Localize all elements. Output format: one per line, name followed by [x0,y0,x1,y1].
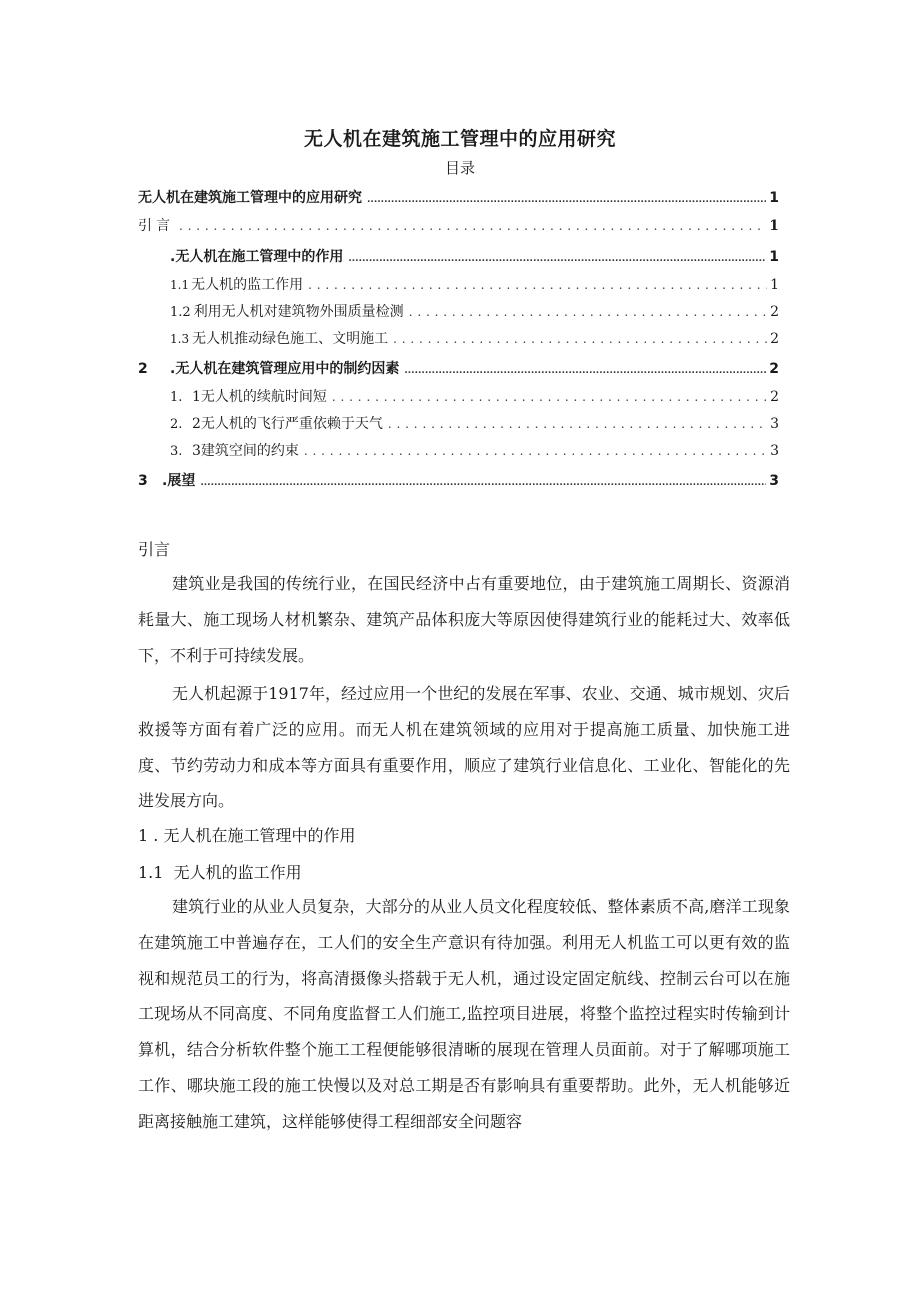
toc-entry-label: 3建筑空间的约束 [192,443,299,459]
toc-entry-page: 2 [769,361,779,377]
toc-entry-number: 1.2 [170,305,191,320]
toc-entry-page: 1 [770,277,779,293]
toc-entry[interactable] [170,328,779,348]
toc-entry[interactable] [138,470,779,490]
toc-entry-label: .无人机在建筑管理应用中的制约因素 [170,361,400,377]
toc-entry-page: 1 [769,249,779,265]
toc-entry-number: 1.3 [170,332,190,346]
toc-entry-page: 3 [769,473,779,489]
toc-entry-page: 2 [770,389,779,405]
toc-entry-label: .无人机在施工管理中的作用 [170,249,344,265]
toc-entry-page: 3 [770,443,779,459]
toc-leader-dots [404,361,766,377]
intro-paragraph-1: 建筑业是我国的传统行业，在国民经济中占有重要地位，由于建筑施工周期长、资源消耗量大、施工现场人材机繁杂、建筑产品体积庞大等原因使得建筑行业的能耗过大、效率低下，不利于可持续发展。 [138,574,790,665]
toc-entry-page: 3 [770,416,779,432]
toc-entry-label: 无人机在建筑施工管理中的应用研究 [138,190,362,206]
toc-entry-number: 1.1 [170,278,190,292]
toc-entry[interactable] [138,358,779,378]
toc-entry-label: 1无人机的续航时间短 [192,389,327,405]
toc-entry-number: 2 [138,361,148,377]
toc-leader-dots [367,190,766,206]
toc-entry[interactable] [170,413,779,433]
toc-entry-page: 2 [770,304,779,320]
toc-entry[interactable] [170,301,779,321]
toc-entry-number: 1. [170,390,183,405]
toc-heading: 目录 [444,159,475,177]
toc-entry-number: 3 [138,473,148,489]
toc-entry-number: 2. [170,417,183,432]
intro-paragraph-2: 无人机起源于1917年，经过应用一个世纪的发展在军事、农业、交通、城市规划、灾后救援等方面有着广泛的应用。而无人机在建筑领域的应用对于提高施工质量、加快施工进度、节约劳动力和成本等方面具有重要作用，顺应了建筑行业信息化、工业化、智能化的先进发展方向。 [138,684,790,811]
toc-entry-label: 无人机推动绿色施工、文明施工 [192,331,389,347]
toc-entry-label: 利用无人机对建筑物外围质量检测 [193,304,404,320]
toc-entry[interactable] [170,440,779,460]
toc-entry[interactable] [170,274,779,294]
intro-heading: 引言 [138,540,171,559]
toc-entry-page: 1 [769,218,779,234]
toc-entry[interactable] [138,187,779,207]
toc-entry-label: 2无人机的飞行严重依赖于天气 [192,416,383,432]
toc-entry-label: 无人机的监工作用 [191,277,304,293]
toc-entry-label: 引言 [138,218,174,234]
toc-entry-page: 1 [769,190,779,206]
toc-entry[interactable] [138,215,779,235]
toc-leader-dots [332,389,767,405]
toc-entry[interactable] [170,246,779,266]
toc-entry-number: 3. [170,444,183,459]
section-1-1-paragraph: 建筑行业的从业人员复杂，大部分的从业人员文化程度较低、整体素质不高,磨洋工现象在建筑施工中普遍存在，工人们的安全生产意识有待加强。利用无人机监工可以更有效的监视和规范员工的行为，将高清摄像头搭载于无人机，通过设定固定航线、控制云台可以在施工现场从不同高度、不同角度监督工人们施工,监控项目进展，将整个监控过程实时传输到计算机，结合分析软件整个施工工程便能够很清晰的展现在管理人员面前。对于了解哪项施工工作、哪块施工段的施工快慢以及对总工期是否有影响具有重要帮助。此外，无人机能够近距离接触施工建筑，这样能够使得工程细部安全问题容 [138,897,790,1131]
section-1-1-heading: 1.1 无人机的监工作用 [138,863,302,882]
toc-leader-dots [304,443,767,459]
toc-leader-dots [179,218,766,234]
toc-entry-label: .展望 [162,473,196,489]
document-title: 无人机在建筑施工管理中的应用研究 [303,128,616,150]
toc-leader-dots [200,473,766,489]
toc-leader-dots [388,416,767,432]
toc-leader-dots [308,277,767,293]
toc-leader-dots [348,249,766,265]
toc-entry[interactable] [170,386,779,406]
section-1-heading: 1 . 无人机在施工管理中的作用 [138,826,356,845]
toc-entry-page: 2 [770,331,779,347]
toc-leader-dots [409,304,767,320]
toc-leader-dots [393,331,767,347]
